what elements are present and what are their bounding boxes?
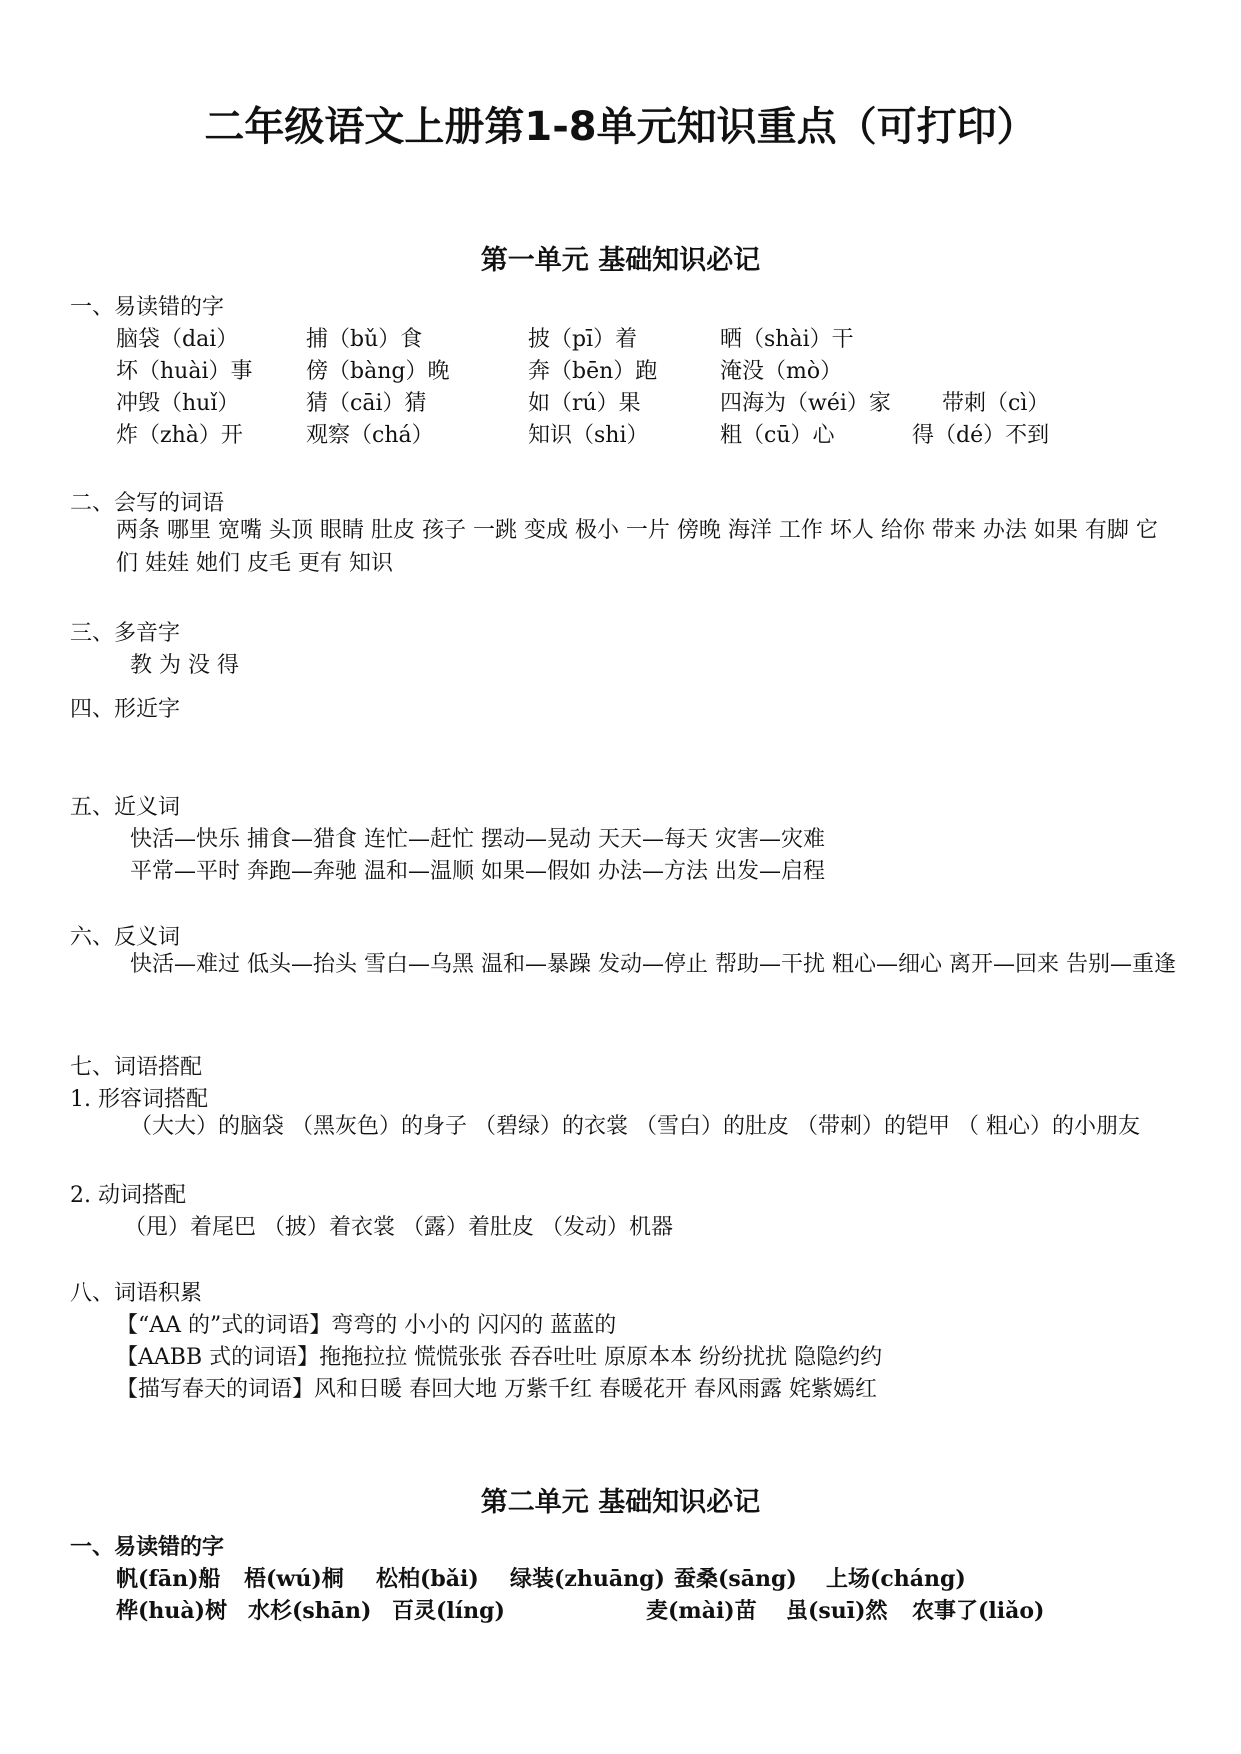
pinyin-item: 蚕桑(sāng) bbox=[674, 1566, 797, 1592]
unit1-s7-sub1: 1. 形容词搭配 bbox=[70, 1087, 208, 1112]
unit1-s1-row bbox=[116, 386, 1176, 416]
unit1-s1-row bbox=[116, 418, 1176, 448]
unit1-s1-row bbox=[116, 354, 1176, 384]
unit1-s7-heading: 七、词语搭配 bbox=[70, 1055, 203, 1080]
unit2-s1-row bbox=[116, 1594, 1176, 1624]
pinyin-item: 披（pī）着 bbox=[528, 327, 638, 352]
pinyin-item: 上场(cháng) bbox=[826, 1566, 966, 1592]
pinyin-item: 帆(fān)船 bbox=[116, 1566, 221, 1592]
pinyin-item: 捕（bǔ）食 bbox=[306, 327, 423, 352]
unit1-s6-heading: 六、反义词 bbox=[70, 925, 181, 950]
unit2-s1-heading: 一、易读错的字 bbox=[70, 1534, 225, 1560]
pinyin-item: 冲毁（huǐ） bbox=[116, 391, 240, 416]
document-title: 二年级语文上册第1-8单元知识重点（可打印） bbox=[204, 104, 1037, 150]
unit1-s5-line1: 快活—快乐 捕食—猎食 连忙—赶忙 摆动—晃动 天天—每天 灾害—灾难 bbox=[130, 827, 825, 852]
unit2-s1-row bbox=[116, 1562, 1176, 1592]
pinyin-item: 知识（shi） bbox=[528, 423, 649, 448]
unit1-heading: 第一单元 基础知识必记 bbox=[480, 245, 761, 276]
pinyin-item: 奔（bēn）跑 bbox=[528, 359, 658, 384]
pinyin-item: 桦(huà)树 bbox=[116, 1598, 228, 1624]
pinyin-item: 傍（bàng）晚 bbox=[306, 359, 450, 384]
unit1-s4-heading: 四、形近字 bbox=[70, 697, 181, 722]
unit1-s8-line2: 【AABB 式的词语】拖拖拉拉 慌慌张张 吞吞吐吐 原原本本 纷纷扰扰 隐隐约约 bbox=[116, 1345, 883, 1370]
unit1-s5-line2: 平常—平时 奔跑—奔驰 温和—温顺 如果—假如 办法—方法 出发—启程 bbox=[130, 859, 825, 884]
pinyin-item: 四海为（wéi）家 bbox=[720, 391, 891, 416]
unit1-s1-row bbox=[116, 322, 1176, 352]
pinyin-item: 绿装(zhuāng) bbox=[510, 1566, 665, 1592]
unit1-s6-text: 快活—难过 低头—抬头 雪白—乌黑 温和—暴躁 发动—停止 帮助—干扰 粗心—细心 离开—回来 告别—重逢 bbox=[130, 952, 1176, 977]
pinyin-item: 晒（shài）干 bbox=[720, 327, 854, 352]
pinyin-item: 梧(wú)桐 bbox=[244, 1566, 344, 1592]
pinyin-item: 水杉(shān) bbox=[248, 1598, 372, 1624]
unit1-s3-text: 教 为 没 得 bbox=[130, 653, 239, 678]
unit1-s7-sub2: 2. 动词搭配 bbox=[70, 1183, 186, 1208]
pinyin-item: 麦(mài)苗 bbox=[646, 1598, 757, 1624]
unit1-s2-heading: 二、会写的词语 bbox=[70, 491, 225, 516]
pinyin-item: 松柏(bǎi) bbox=[376, 1566, 479, 1592]
pinyin-item: 脑袋（dai） bbox=[116, 327, 239, 352]
pinyin-item: 农事了(liǎo) bbox=[912, 1598, 1045, 1624]
unit2-heading: 第二单元 基础知识必记 bbox=[480, 1487, 761, 1518]
pinyin-item: 粗（cū）心 bbox=[720, 423, 835, 448]
pinyin-item: 带刺（cì） bbox=[942, 391, 1050, 416]
pinyin-item: 淹没（mò） bbox=[720, 359, 843, 384]
unit1-s8-heading: 八、词语积累 bbox=[70, 1281, 203, 1306]
pinyin-item: 虽(suī)然 bbox=[786, 1598, 888, 1624]
pinyin-item: 猜（cāi）猜 bbox=[306, 391, 427, 416]
pinyin-item: 得（dé）不到 bbox=[912, 423, 1050, 448]
unit1-s5-heading: 五、近义词 bbox=[70, 795, 181, 820]
pinyin-item: 观察（chá） bbox=[306, 423, 434, 448]
unit1-s1-heading: 一、易读错的字 bbox=[70, 295, 225, 320]
unit1-s2-text: 两条 哪里 宽嘴 头顶 眼睛 肚皮 孩子 一跳 变成 极小 一片 傍晚 海洋 工作 坏人 给你 带来 办法 如果 有脚 它们 娃娃 她们 皮毛 更有 知识 bbox=[116, 518, 1158, 576]
pinyin-item: 坏（huài）事 bbox=[116, 359, 253, 384]
unit1-s7-sub1-text: （大大）的脑袋 （黑灰色）的身子 （碧绿）的衣裳 （雪白）的肚皮 （带刺）的铠甲 （ 粗心）的小朋友 bbox=[130, 1114, 1140, 1139]
unit1-s8-line3: 【描写春天的词语】风和日暖 春回大地 万紫千红 春暖花开 春风雨露 姹紫嫣红 bbox=[116, 1377, 877, 1402]
pinyin-item: 炸（zhà）开 bbox=[116, 423, 243, 448]
unit1-s3-heading: 三、多音字 bbox=[70, 621, 181, 646]
unit1-s8-line1: 【“AA 的”式的词语】弯弯的 小小的 闪闪的 蓝蓝的 bbox=[116, 1313, 617, 1338]
pinyin-item: 百灵(líng) bbox=[392, 1598, 505, 1624]
unit1-s7-sub2-text: （甩）着尾巴 （披）着衣裳 （露）着肚皮 （发动）机器 bbox=[124, 1215, 673, 1240]
pinyin-item: 如（rú）果 bbox=[528, 391, 641, 416]
